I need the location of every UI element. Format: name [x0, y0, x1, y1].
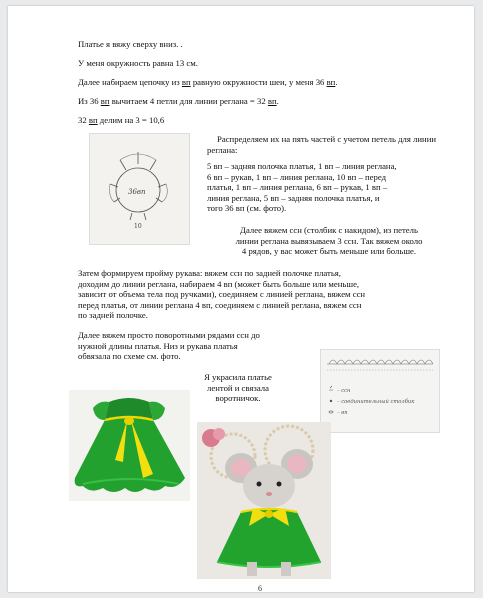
document-page [8, 6, 474, 592]
text-line: зависит от объема тела под ручками), соединяем с линией реглана, вяжем ссн [78, 289, 366, 300]
green-dress-drawing [69, 390, 190, 501]
text-line-intro: Платье я вяжу сверху вниз. . [78, 39, 183, 49]
raglan-sketch-image [89, 133, 190, 245]
green-dress-photo [69, 390, 190, 501]
para-dc-rows [203, 225, 455, 257]
svg-text:– вп: – вп [337, 410, 348, 416]
text-line: обвязала по схеме см. фото. [78, 351, 181, 362]
text-line: лентой и связала [207, 382, 269, 393]
para-distribute: Распределяем их на пять частей с учетом петель для линии реглана: [207, 134, 436, 155]
text-line: 5 вп – задняя полочка платья, 1 вп – линия реглана, [207, 161, 397, 171]
text-line-divide: 32 вп делим на 3 = 10,6 [78, 115, 165, 125]
text-line: линии реглана вывязываем 3 ссн. Так вяжем около [235, 235, 423, 246]
edging-scheme-image [320, 349, 440, 433]
text-line: перед платья, от линии реглана 4 вп, соединяем с линией реглана, вяжем ссн [78, 299, 362, 310]
text-line: того 36 вп (см. фото). [207, 203, 287, 214]
mouse-toy-photo [197, 422, 331, 579]
para-armhole [78, 268, 458, 321]
text-line: по задней полочке. [78, 310, 148, 321]
mouse-toy-drawing [197, 422, 331, 579]
para-decoration [188, 372, 288, 404]
text-line: линия реглана, 5 вп – задняя полочка платья, и [207, 192, 380, 203]
edging-scheme-drawing [321, 350, 439, 432]
svg-text:36вп: 36вп [128, 188, 146, 196]
text-line-chain: Далее набираем цепочку из вп равную окружности шеи, у меня 36 вп. [78, 77, 338, 87]
text-line: Я украсила платье [204, 372, 272, 382]
text-line: доходим до линии реглана, набираем 4 вп (может быть больше или меньше, [78, 278, 360, 289]
text-line: платья, 1 вп – линия реглана, 6 вп – рукав, 1 вп – [207, 182, 388, 193]
text-line: Затем формируем пройму рукава: вяжем ссн по задней полочке платья, [78, 268, 341, 278]
text-line: 6 вп – рукав, 1 вп – линия реглана, 10 вп – перед [207, 171, 386, 182]
text-line: воротничок. [215, 393, 261, 404]
svg-text:– ссн: – ссн [337, 388, 351, 394]
para-rows [78, 330, 318, 362]
para-distribution-list [207, 161, 452, 214]
text-line-circumference: У меня окружность равна 13 см. [78, 58, 198, 68]
svg-text:– соединительный столбик: – соединительный столбик [337, 399, 415, 405]
text-line: Далее вяжем просто поворотными рядами ссн до [78, 330, 260, 340]
text-line-subtract: Из 36 вп вычитаем 4 петли для линии реглана = 32 вп. [78, 96, 279, 106]
text-line: 4 рядов, у вас может быть меньше или больше. [241, 246, 417, 257]
svg-text:10: 10 [134, 223, 142, 230]
page-number: 6 [258, 584, 262, 593]
text-line: Далее вяжем ссн (столбик с накидом), из петель [240, 225, 418, 235]
raglan-sketch-drawing [90, 134, 189, 244]
text-line: нужной длины платья. Низ и рукава платья [78, 340, 238, 351]
